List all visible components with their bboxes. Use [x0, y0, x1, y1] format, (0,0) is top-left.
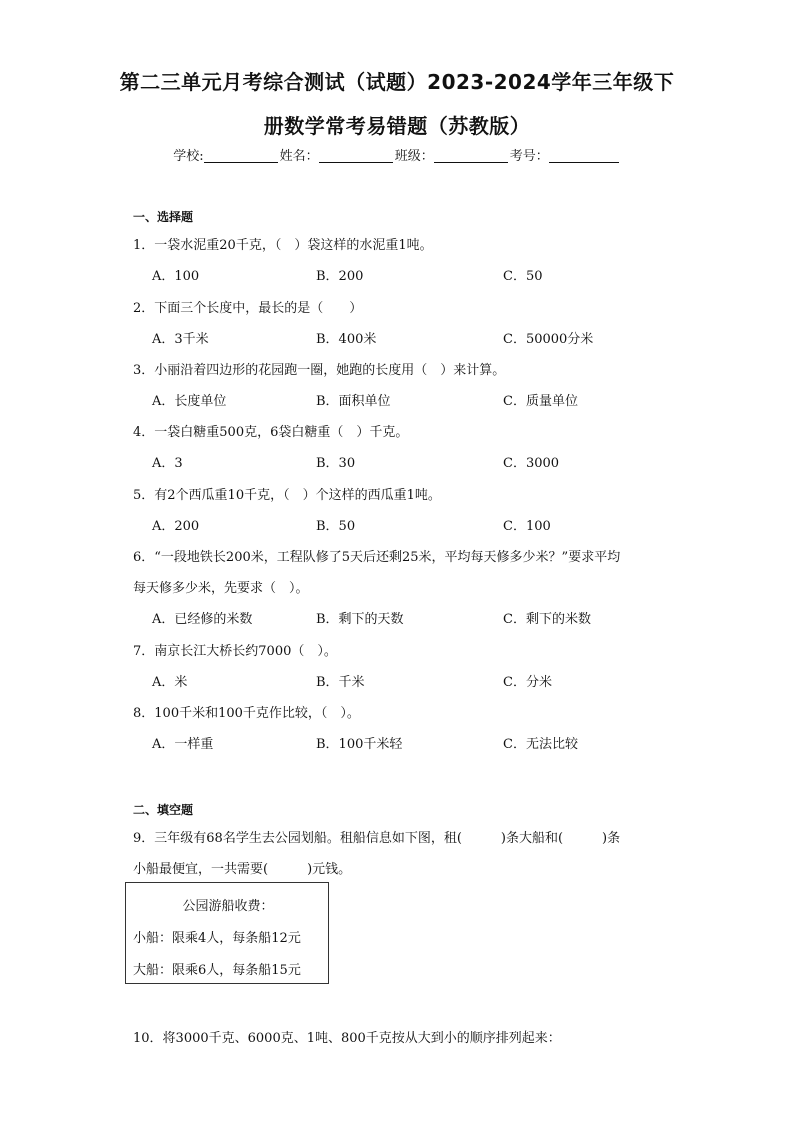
q1-option-a[interactable]: A．100 — [152, 269, 200, 284]
q7-option-b[interactable]: B．千米 — [316, 675, 365, 690]
name-label: 姓名： — [279, 149, 319, 164]
q5-option-b[interactable]: B．50 — [316, 519, 356, 534]
small-boat-fee: 小船：限乘4人，每条船12元 — [133, 931, 301, 946]
class-label: 班级： — [394, 149, 434, 164]
number-label: 考号： — [509, 149, 549, 164]
class-blank[interactable] — [434, 148, 508, 163]
q4-option-b[interactable]: B．30 — [316, 456, 356, 471]
question-7: 7．南京长江大桥长约7000（ ）。 — [133, 644, 337, 659]
question-3: 3．小丽沿着四边形的花园跑一圈，她跑的长度用（ ）来计算。 — [133, 363, 506, 378]
q3-option-a[interactable]: A．长度单位 — [152, 394, 227, 409]
question-1: 1．一袋水泥重20千克，（ ）袋这样的水泥重1吨。 — [133, 238, 433, 253]
doc-title-line2: 册数学常考易错题（苏教版） — [263, 114, 531, 138]
question-2: 2．下面三个长度中，最长的是（ ） — [133, 301, 363, 316]
question-5: 5．有2个西瓜重10千克，（ ）个这样的西瓜重1吨。 — [133, 488, 441, 503]
q6-option-c[interactable]: C．剩下的米数 — [503, 612, 591, 627]
question-6: 6．“一段地铁长200米，工程队修了5天后还剩25米，平均每天修多少米？”要求平均 — [133, 550, 621, 565]
q4-option-a[interactable]: A．3 — [152, 456, 183, 471]
section-choice-heading: 一、选择题 — [133, 210, 194, 224]
question-4: 4．一袋白糖重500克，6袋白糖重（ ）千克。 — [133, 425, 409, 440]
q5-option-c[interactable]: C．100 — [503, 519, 551, 534]
question-8: 8．100千米和100千克作比较，（ ）。 — [133, 706, 360, 721]
school-label: 学校: — [173, 149, 204, 164]
q2-option-a[interactable]: A．3千米 — [152, 332, 209, 347]
q8-option-c[interactable]: C．无法比较 — [503, 737, 578, 752]
q4-option-c[interactable]: C．3000 — [503, 456, 560, 471]
q2-option-b[interactable]: B．400米 — [316, 332, 377, 347]
q5-option-a[interactable]: A．200 — [152, 519, 200, 534]
student-info-line — [0, 145, 794, 164]
name-blank[interactable] — [319, 148, 393, 163]
big-boat-fee: 大船：限乘6人，每条船15元 — [133, 963, 301, 978]
question-6-line2: 每天修多少米，先要求（ ）。 — [133, 581, 309, 596]
q3-option-c[interactable]: C．质量单位 — [503, 394, 578, 409]
question-9: 9．三年级有68名学生去公园划船。租船信息如下图，租( )条大船和( )条 — [133, 831, 621, 846]
q3-option-b[interactable]: B．面积单位 — [316, 394, 391, 409]
q6-option-a[interactable]: A．已经修的米数 — [152, 612, 253, 627]
q2-option-c[interactable]: C．50000分米 — [503, 332, 594, 347]
number-blank[interactable] — [549, 148, 619, 163]
q1-option-c[interactable]: C．50 — [503, 269, 543, 284]
q7-option-c[interactable]: C．分米 — [503, 675, 552, 690]
q8-option-b[interactable]: B．100千米轻 — [316, 737, 403, 752]
q1-option-b[interactable]: B．200 — [316, 269, 364, 284]
section-fill-heading: 二、填空题 — [133, 803, 194, 817]
question-9-line2: 小船最便宜，一共需要( )元钱。 — [133, 862, 352, 877]
school-blank[interactable] — [204, 148, 278, 163]
boat-fee-title: 公园游船收费： — [182, 899, 274, 914]
q6-option-b[interactable]: B．剩下的天数 — [316, 612, 404, 627]
boat-fee-box — [125, 882, 329, 984]
q8-option-a[interactable]: A．一样重 — [152, 737, 214, 752]
q7-option-a[interactable]: A．米 — [152, 675, 188, 690]
doc-title-line1: 第二三单元月考综合测试（试题）2023-2024学年三年级下 — [119, 70, 675, 94]
question-10: 10．将3000千克、6000克、1吨、800千克按从大到小的顺序排列起来： — [133, 1031, 561, 1046]
